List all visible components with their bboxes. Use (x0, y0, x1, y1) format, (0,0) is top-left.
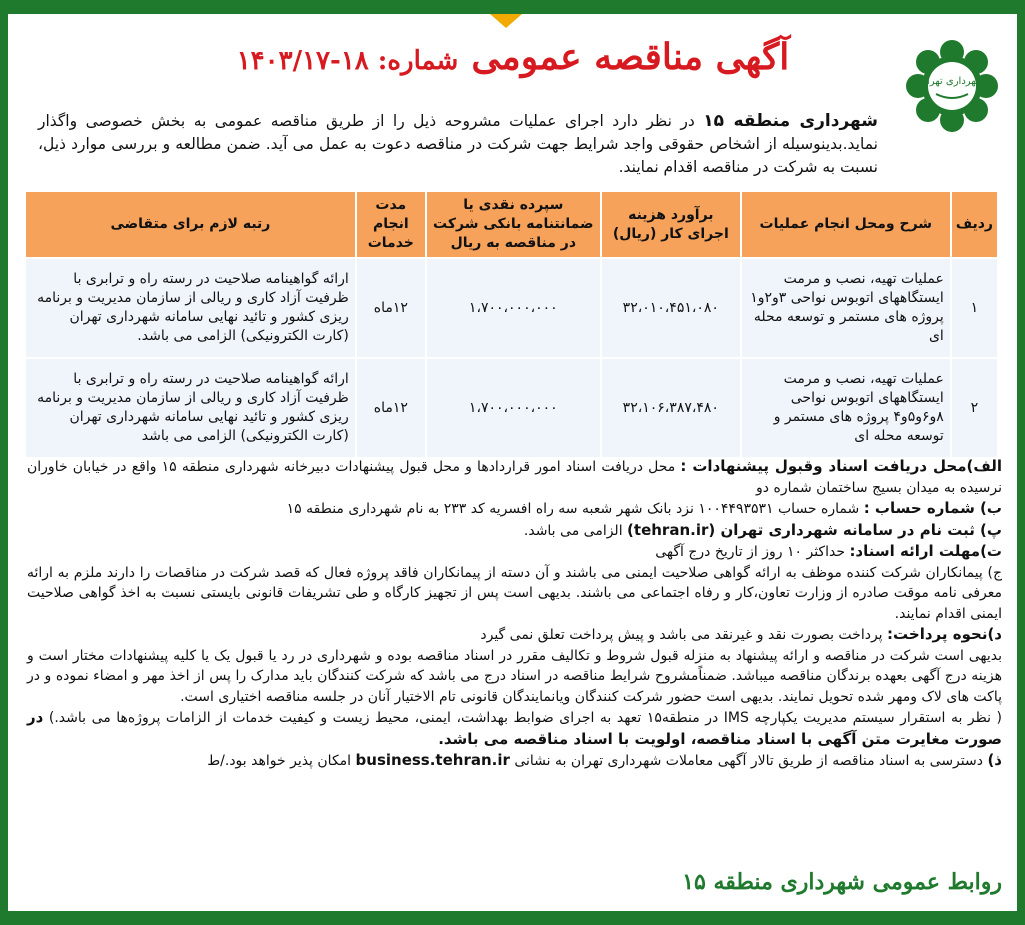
orange-notch (490, 14, 522, 28)
note-be-text: شماره حساب ۱۰۰۴۴۹۳۵۳۱ نزد بانک شهر شعبه سه راه افسریه کد ۲۳۳ به نام شهرداری منطقه ۱۵ (286, 501, 860, 517)
note-zal-tail: امکان پذیر خواهد بود./ط (207, 753, 352, 769)
notes-section (27, 456, 1002, 772)
row-deposit: ۱،۷۰۰،۰۰۰،۰۰۰ (426, 358, 601, 458)
header-estimate: برآورد هزینه اجرای کار (ریال) (601, 191, 741, 258)
row-idx: ۲ (951, 358, 998, 458)
note-be (27, 498, 1002, 520)
note-be-label: ب) شماره حساب : (863, 499, 1002, 517)
header-duration: مدت انجام خدمات (356, 191, 426, 258)
table-row (25, 258, 998, 358)
left-border (0, 0, 8, 925)
business-tehran-link[interactable]: business.tehran.ir (355, 751, 510, 769)
note-alef-text: محل دریافت اسناد امور قراردادها و محل قبول پیشنهادات دبیرخانه شهرداری منطقه ۱۵ واقع در خیابان خاوران نرسیده به میدان بسیج ساختمان شماره دو (27, 459, 1002, 496)
row-duration: ۱۲ماه (356, 258, 426, 358)
note-jim: ج) پیمانکاران شرکت کننده موظف به ارائه گواهی صلاحیت ایمنی می باشند و آن دسته از پیمانکاران فاقد پروژه فعال که قصد شرکت در مناقصات را دارند ملزم به ارائه معرفی نامه موقت صادره از وزارت تعاون،کار و رفاه اجتماعی می باشند. بدیهی است پس از تجهیز کارگاه و طی تشریفات قانونی بایستی نسبت به اخذ گواهی صلاحیت ایمنی اقدام نمایند. (27, 564, 1002, 622)
tender-table (24, 190, 999, 459)
note-te-label: ت)مهلت ارائه اسناد: (849, 542, 1002, 560)
note-dal (27, 624, 1002, 646)
note-dal-label: د)نحوه پرداخت: (887, 625, 1002, 643)
row-desc: عملیات تهیه، نصب و مرمت ایستگاههای اتوبوس نواحی ۸و۶و۵و۴ پروژه های مستمر و توسعه محله ای (741, 358, 951, 458)
row-estimate: ۳۲،۰۱۰،۴۵۱،۰۸۰ (601, 258, 741, 358)
notice-document (18, 28, 1008, 903)
note-ims-bold: در صورت مغایرت متن آگهی با اسناد مناقصه، اولویت با اسناد مناقصه می باشد. (27, 708, 1002, 748)
row-rank: ارائه گواهینامه صلاحیت در رسته راه و ترابری با ظرفیت آزاد کاری و ریالی از سازمان مدیریت و برنامه ریزی کشور و تائید نهایی سامانه شهرداری تهران (کارت الکترونیکی) الزامی می باشد (25, 358, 356, 458)
note-alef (27, 456, 1002, 498)
logo-text: شهرداری تهران (919, 76, 985, 87)
note-pe-text: الزامی می باشد. (523, 522, 623, 539)
note-ims-text: ( نظر به استقرار سیستم مدیریت یکپارچه IMS در منطقه۱۵ تعهد به اجرای ضوابط بهداشت، ایمنی، محیط زیست و کیفیت خدمات از الزامات پروژه‌ها می باشد.) (48, 710, 1003, 726)
header-deposit: سپرده نقدی یا ضمانتنامه بانکی شرکت در مناقصه به ریال (426, 191, 601, 258)
row-deposit: ۱،۷۰۰،۰۰۰،۰۰۰ (426, 258, 601, 358)
top-border (0, 0, 1025, 14)
row-idx: ۱ (951, 258, 998, 358)
note-te-text: حداکثر ۱۰ روز از تاریخ درج آگهی (655, 544, 845, 560)
intro-text: در نظر دارد اجرای عملیات مشروحه ذیل را از طریق مناقصه عمومی به بخش خصوصی واگذار نماید.بدینوسیله از اشخاص حقوقی واجد شرایط جهت شرکت در مناقصه دعوت به عمل می آید. ضمن مطالعه و بررسی موارد ذیل، نسبت به شرکت در مناقصه اقدام نمایند. (38, 112, 878, 176)
bottom-border (0, 911, 1025, 925)
note-ims (27, 707, 1002, 750)
right-border (1017, 0, 1025, 925)
footer-signature: روابط عمومی شهرداری منطقه ۱۵ (682, 869, 1002, 895)
note-zal-label: ذ) (987, 751, 1002, 769)
row-duration: ۱۲ماه (356, 358, 426, 458)
notice-number: شماره: ۱۸-۱۴۰۳/۱۷ (236, 46, 459, 76)
intro-paragraph (38, 110, 878, 179)
note-general: بدیهی است شرکت در مناقصه و ارائه پیشنهاد به منزله قبول شروط و تکالیف مقرر در اسناد مناقصه بوده و شهرداری در رد یا قبول یک یا کلیه پیشنهادات مختار است و هزینه درج آگهی بعهده برندگان مناقصه میباشد. ضمناًمشروح شرایط مناقصه در اسناد درج می باشد که شرکت کنندگان باید مدارک را پس از اخذ مهر و امضاء نموده و در پاکت های لاک ومهر شده تحویل نمایند. بدیهی است حضور شرکت کنندگان ویانمایندگان قانونی تام الاختیار آنان در جلسه مناقصه اختیاری است. (27, 647, 1002, 705)
row-rank: ارائه گواهینامه صلاحیت در رسته راه و ترابری با ظرفیت آزاد کاری و ریالی از سازمان مدیریت و برنامه ریزی کشور و تائید نهایی سامانه شهرداری تهران (کارت الکترونیکی) الزامی می باشد. (25, 258, 356, 358)
table-header-row (25, 191, 998, 258)
header-desc: شرح ومحل انجام عملیات (741, 191, 951, 258)
note-zal-text: دسترسی به اسناد مناقصه از طریق تالار آگهی معاملات شهرداری تهران به نشانی (514, 753, 983, 769)
table-row (25, 358, 998, 458)
row-desc: عملیات تهیه، نصب و مرمت ایستگاههای اتوبوس نواحی ۳و۲و۱ پروژه های مستمر و توسعه محله ای (741, 258, 951, 358)
notice-title: آگهی مناقصه عمومی (471, 36, 790, 78)
header-rank: رتبه لازم برای متقاضی (25, 191, 356, 258)
note-dal-text: پرداخت بصورت نقد و غیرنقد می باشد و پیش پرداخت تعلق نمی گیرد (480, 627, 883, 643)
note-zal (27, 750, 1002, 772)
tehran-municipality-logo-icon (904, 38, 1000, 134)
note-pe (27, 520, 1002, 542)
note-pe-label: پ) ثبت نام در سامانه شهرداری تهران (tehran.ir) (627, 520, 1002, 539)
notice-title-row (168, 36, 858, 78)
note-alef-label: الف)محل دریافت اسناد وقبول پیشنهادات : (680, 457, 1003, 475)
header-idx: ردیف (951, 191, 998, 258)
note-te (27, 541, 1002, 563)
row-estimate: ۳۲،۱۰۶،۳۸۷،۴۸۰ (601, 358, 741, 458)
intro-org: شهرداری منطقه ۱۵ (703, 111, 878, 131)
